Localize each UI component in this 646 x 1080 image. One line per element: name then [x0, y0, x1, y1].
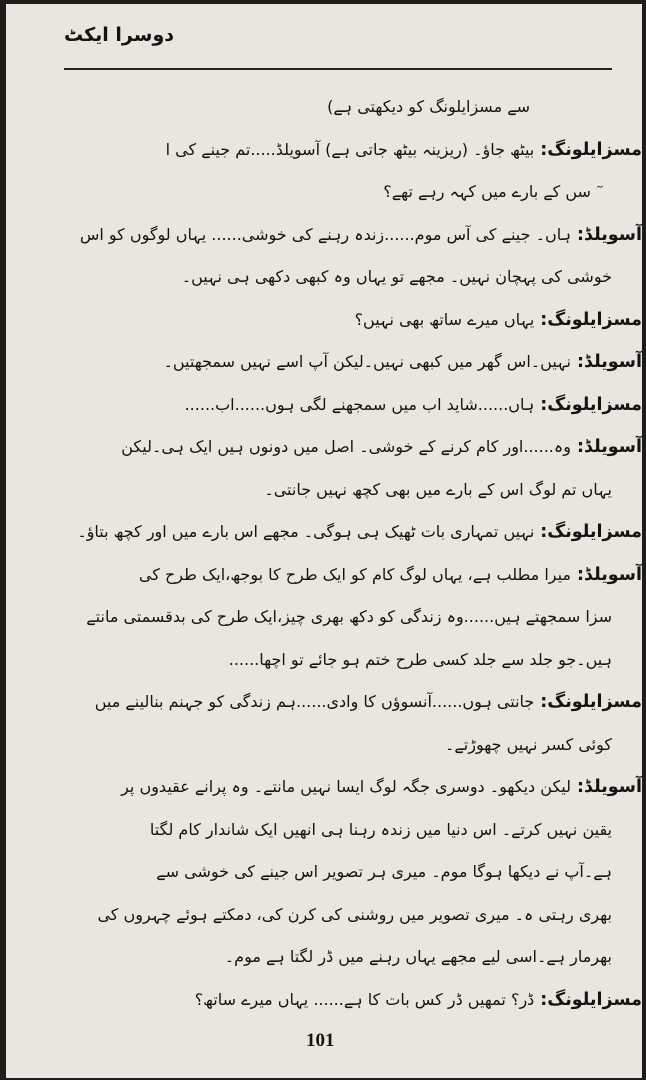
speaker-label: آسویلڈ: [576, 777, 642, 797]
text-line [36, 639, 642, 682]
line-text: بیٹھ جاؤ۔ (ریزینہ بیٹھ جاتی ہے) آسویلڈ.....تم جینے کی ا [165, 139, 535, 159]
dialogue-line [36, 341, 642, 384]
line-text: یہاں میرے ساتھ بھی نہیں؟ [354, 309, 535, 329]
line-text: بھرمار ہے۔اسی لیے مجھے یہاں رہنے میں ڈر لگتا ہے موم۔ [224, 947, 612, 966]
dialogue-line [36, 554, 642, 597]
line-text: میرا مطلب ہے، یہاں لوگ کام کو ایک طرح کا بوجھ،ایک طرح کی [138, 564, 571, 584]
dialogue-line [36, 214, 642, 257]
text-line [36, 851, 642, 894]
line-text: خوشی کی پہچان نہیں۔ مجھے تو یہاں وہ کبھی دکھی ہی نہیں۔ [181, 267, 612, 286]
text-line [36, 724, 642, 767]
speaker-label: آسویلڈ: [576, 564, 642, 585]
line-text: سے مسزایلونگ کو دیکھتی ہے) [327, 97, 530, 116]
text-line [36, 86, 642, 129]
line-text: سزا سمجھتے ہیں......وہ زندگی کو دکھ بھری چیز،ایک طرح کی بدقسمتی مانتے [86, 607, 612, 626]
speaker-label: مسزایلونگ: [540, 309, 642, 330]
page-body [36, 86, 642, 1021]
line-text: ہاں۔ جینے کی آس موم......زندہ رہنے کی خوشی...... یہاں لوگوں کو اس [79, 224, 571, 244]
text-line [36, 469, 642, 512]
line-text: جانتی ہوں......آنسوؤں کا وادی......ہم زندگی کو جہنم بنالینے میں [94, 692, 535, 711]
text-line [36, 256, 642, 299]
line-text: ٓ سں کے بارے میں کہہ رہے تھے؟ [383, 182, 596, 201]
line-text: ہاں......شاید اب میں سمجھنے لگی ہوں......اب...... [184, 394, 535, 414]
text-line [36, 936, 642, 979]
speaker-label: مسزایلونگ: [540, 394, 642, 415]
text-line [36, 596, 642, 639]
line-text: لیکن دیکھو۔ دوسری جگہ لوگ ایسا نہیں مانتے۔ وہ پرانے عقیدوں پر [121, 777, 571, 796]
line-text: ہیں۔جو جلد سے جلد کسی طرح ختم ہو جائے تو اچھا...... [228, 649, 612, 669]
dialogue-line [36, 681, 642, 724]
dialogue-line [36, 511, 642, 554]
line-text: ہے۔آپ نے دیکھا ہوگا موم۔ میری ہر تصویر اس جینے کی خوشی سے [156, 862, 612, 881]
text-line [36, 171, 642, 214]
dialogue-line [36, 384, 642, 427]
speaker-label: مسزایلونگ: [540, 692, 642, 712]
text-line [36, 809, 642, 852]
speaker-label: آسویلڈ: [576, 224, 642, 245]
speaker-label: مسزایلونگ: [540, 989, 642, 1010]
speaker-label: مسزایلونگ: [540, 522, 642, 542]
dialogue-line [36, 766, 642, 809]
speaker-label: مسزایلونگ: [540, 139, 642, 160]
dialogue-line [36, 426, 642, 469]
line-text: وہ......اور کام کرنے کے خوشی۔ اصل میں دونوں ہیں ایک ہی۔لیکن [121, 437, 571, 456]
book-page [6, 4, 642, 1078]
line-text: کوئی کسر نہیں چھوڑتے۔ [445, 734, 612, 754]
line-text: بھری رہتی ہ۔ میری تصویر میں روشنی کی کرن کی، دمکتے ہوئے چہروں کی [97, 904, 612, 924]
running-header: دوسرا ایکٹ [64, 24, 175, 46]
line-text: یہاں تم لوگ اس کے بارے میں بھی کچھ نہیں جانتی۔ [264, 479, 612, 499]
dialogue-line [36, 979, 642, 1022]
line-text: ڈر؟ تمھیں ڈر کس بات کا ہے...... یہاں میرے ساتھ؟ [194, 989, 535, 1009]
text-line [36, 894, 642, 937]
dialogue-line [36, 299, 642, 342]
line-text: نہیں۔اس گھر میں کبھی نہیں۔لیکن آپ اسے نہیں سمجھتیں۔ [163, 352, 571, 371]
dialogue-line [36, 129, 642, 172]
page-number: 101 [306, 1030, 335, 1051]
header-rule [64, 68, 612, 70]
line-text: یقین نہیں کرتے۔ اس دنیا میں زندہ رہنا ہی انھیں ایک شاندار کام لگتا [149, 819, 612, 839]
speaker-label: آسویلڈ: [576, 437, 642, 457]
line-text: نہیں تمہاری بات ٹھیک ہی ہوگی۔ مجھے اس بارے میں اور کچھ بتاؤ۔ [77, 522, 535, 541]
speaker-label: آسویلڈ: [576, 352, 642, 372]
